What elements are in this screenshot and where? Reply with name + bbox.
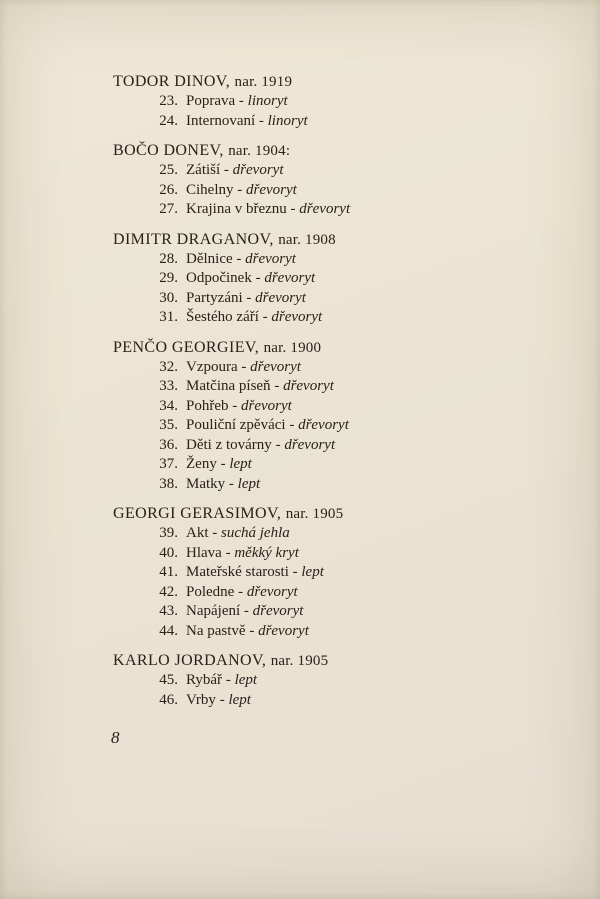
work-item [113, 524, 540, 544]
work-title: Hlava [186, 544, 222, 561]
separator-dash: - [251, 270, 265, 286]
work-item [113, 92, 540, 112]
separator-dash: - [220, 162, 233, 178]
artist-name: KARLO JORDANOV, [113, 652, 267, 669]
work-technique: dřevoryt [246, 181, 297, 198]
artist-born-year: nar. 1919 [234, 74, 293, 90]
work-number: 30. [159, 289, 178, 306]
work-item [113, 671, 540, 691]
work-technique: lept [229, 456, 252, 472]
artist-section [113, 504, 540, 641]
work-number: 42. [159, 583, 178, 600]
artist-heading [113, 230, 540, 250]
separator-dash: - [216, 456, 230, 472]
work-title: Cihelny [186, 181, 234, 198]
work-technique: dřevoryt [299, 201, 351, 217]
artist-born-year: nar. 1908 [278, 231, 336, 248]
work-title: Matky [186, 475, 226, 492]
work-title: Mateřské starosti [186, 564, 289, 580]
artist-heading [113, 72, 540, 92]
work-title: Napájení [186, 603, 241, 619]
work-number: 39. [159, 525, 178, 541]
work-number: 23. [159, 93, 178, 109]
work-number: 40. [159, 544, 178, 561]
work-technique: dřevoryt [245, 250, 296, 267]
work-item [113, 397, 540, 417]
separator-dash: - [242, 289, 256, 306]
work-item [113, 289, 540, 309]
work-technique: linoryt [267, 112, 308, 129]
work-number: 46. [159, 691, 178, 708]
work-item [113, 358, 540, 378]
work-number: 32. [159, 358, 178, 375]
work-title: Děti z továrny [186, 436, 272, 453]
work-number: 26. [159, 181, 178, 198]
work-item [113, 377, 540, 397]
work-number: 33. [159, 378, 178, 394]
work-number: 28. [159, 250, 178, 267]
work-item [113, 416, 540, 436]
work-number: 36. [159, 436, 178, 453]
work-title: Na pastvě [186, 622, 246, 639]
work-title: Internovaní [186, 112, 256, 129]
work-title: Pohřeb [186, 397, 229, 414]
work-title: Zátiší [186, 162, 221, 178]
artist-section [113, 141, 540, 220]
artist-name: GEORGI GERASIMOV, [113, 505, 282, 522]
artist-section [113, 651, 540, 710]
separator-dash: - [225, 475, 238, 492]
separator-dash: - [233, 181, 246, 198]
work-item [113, 455, 540, 475]
separator-dash: - [215, 691, 229, 708]
artist-born-year: nar. 1904: [228, 143, 291, 159]
work-technique: dřevoryt [258, 622, 309, 639]
work-technique: lept [234, 672, 258, 688]
work-technique: dřevoryt [271, 309, 323, 325]
separator-dash: - [245, 622, 259, 639]
work-title: Poledne [186, 583, 235, 600]
work-number: 24. [159, 112, 178, 129]
artist-born-year: nar. 1900 [263, 339, 322, 356]
work-item [113, 250, 540, 270]
separator-dash: - [228, 397, 241, 414]
work-technique: dřevoryt [246, 583, 298, 600]
work-technique: lept [301, 564, 324, 580]
separator-dash: - [222, 672, 235, 688]
work-number: 38. [159, 475, 178, 492]
work-number: 29. [159, 270, 178, 286]
work-item [113, 475, 540, 495]
work-title: Vzpoura [186, 358, 238, 375]
artist-heading [113, 141, 540, 161]
work-item [113, 436, 540, 456]
work-number: 35. [159, 417, 178, 433]
artist-name: PENČO GEORGIEV, [113, 338, 260, 356]
separator-dash: - [285, 417, 299, 433]
work-number: 31. [159, 309, 178, 325]
separator-dash: - [221, 544, 235, 561]
work-title: Vrby [186, 691, 216, 708]
work-technique: dřevoryt [252, 603, 304, 619]
work-title: Odpočinek [186, 270, 252, 286]
work-technique: dřevoryt [298, 417, 349, 433]
work-number: 37. [159, 456, 178, 472]
work-technique: dřevoryt [241, 397, 292, 414]
work-number: 43. [159, 603, 178, 619]
separator-dash: - [255, 112, 268, 129]
work-item [113, 161, 540, 181]
work-title: Matčina píseň [186, 378, 271, 394]
separator-dash: - [232, 250, 246, 267]
separator-dash: - [208, 525, 221, 541]
work-item [113, 269, 540, 289]
work-number: 25. [159, 162, 178, 178]
work-technique: měkký kryt [234, 544, 299, 561]
artist-born-year: nar. 1905 [285, 506, 344, 522]
work-technique: dřevoryt [264, 270, 316, 286]
separator-dash: - [235, 93, 248, 109]
separator-dash: - [258, 309, 272, 325]
separator-dash: - [288, 564, 302, 580]
work-item [113, 200, 540, 220]
work-item [113, 112, 540, 132]
work-title: Rybář [186, 672, 223, 688]
work-technique: linoryt [247, 93, 288, 109]
artist-section [113, 338, 540, 495]
artist-heading [113, 338, 540, 358]
work-technique: dřevoryt [232, 162, 284, 178]
artist-born-year: nar. 1905 [270, 653, 329, 669]
artist-heading [113, 651, 540, 671]
separator-dash: - [271, 436, 285, 453]
work-item [113, 181, 540, 201]
work-technique: dřevoryt [255, 289, 306, 306]
work-item [113, 602, 540, 622]
work-title: Akt [186, 525, 209, 541]
separator-dash: - [286, 201, 300, 217]
work-title: Poprava [186, 93, 236, 109]
work-technique: lept [237, 475, 261, 492]
work-title: Ženy [186, 456, 217, 472]
work-number: 27. [159, 201, 178, 217]
work-technique: suchá jehla [221, 525, 290, 541]
page-number: 8 [111, 728, 120, 747]
separator-dash: - [270, 378, 284, 394]
artist-name: BOČO DONEV, [113, 142, 224, 159]
work-number: 44. [159, 622, 178, 639]
work-item [113, 544, 540, 564]
artist-name: TODOR DINOV, [113, 73, 231, 90]
work-item [113, 622, 540, 642]
work-technique: dřevoryt [250, 358, 301, 375]
artist-heading [113, 504, 540, 524]
work-title: Šestého září [186, 309, 259, 325]
artist-section [113, 230, 540, 328]
work-title: Partyzáni [186, 289, 243, 306]
artist-section [113, 72, 540, 131]
work-title: Dělnice [186, 250, 233, 267]
work-number: 41. [159, 564, 178, 580]
work-item [113, 583, 540, 603]
work-item [113, 308, 540, 328]
work-technique: lept [228, 691, 251, 708]
work-technique: dřevoryt [283, 378, 334, 394]
work-title: Krajina v březnu [186, 201, 287, 217]
work-technique: dřevoryt [284, 436, 336, 453]
catalog-list [113, 72, 540, 710]
separator-dash: - [234, 583, 247, 600]
separator-dash: - [237, 358, 251, 375]
work-number: 34. [159, 397, 178, 414]
work-item [113, 691, 540, 711]
separator-dash: - [240, 603, 253, 619]
work-number: 45. [159, 672, 178, 688]
work-item [113, 563, 540, 583]
work-title: Pouliční zpěváci [186, 417, 286, 433]
artist-name: DIMITR DRAGANOV, [113, 230, 274, 248]
